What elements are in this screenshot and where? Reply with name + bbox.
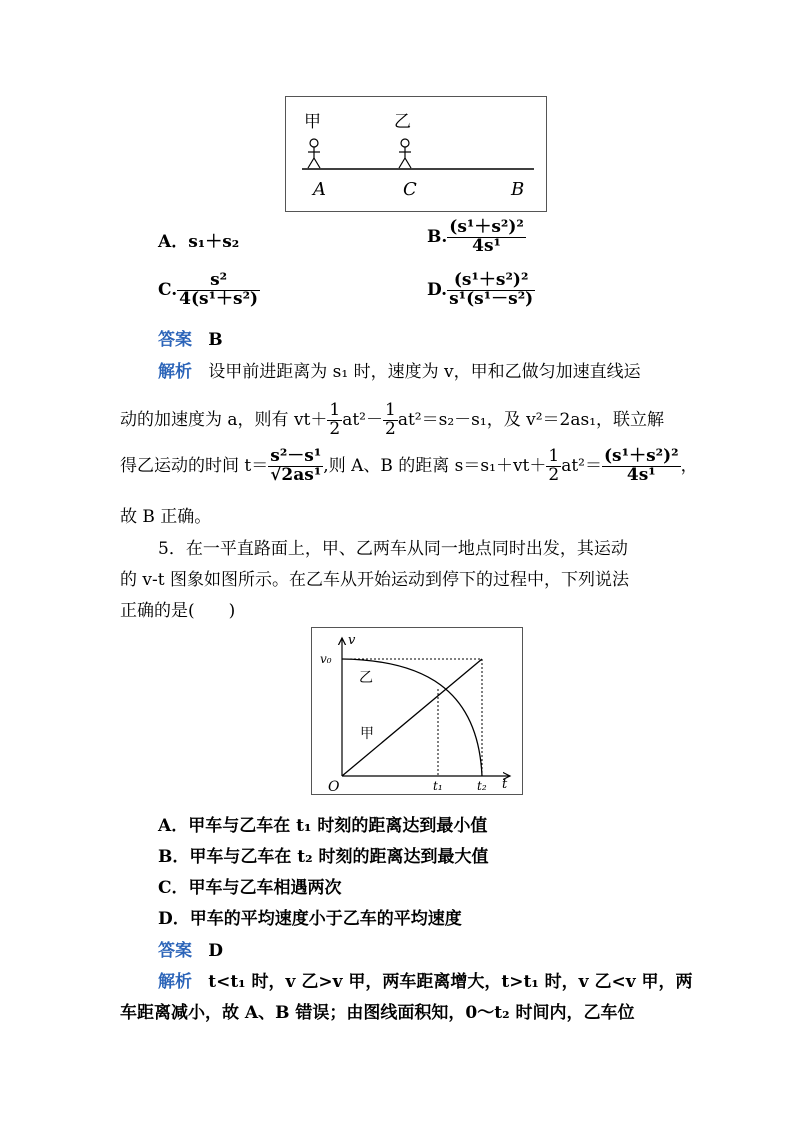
point-A-label: A — [313, 179, 326, 200]
person-yi-icon — [399, 139, 411, 168]
label-jia: 甲 — [304, 112, 321, 132]
line-jia-label: 甲 — [360, 726, 374, 742]
q5-option-d: D．甲车的平均速度小于乙车的平均速度 — [158, 909, 462, 929]
label-yi: 乙 — [394, 112, 411, 132]
q5-stem-line3: 正确的是( ) — [120, 601, 236, 621]
q4-analysis-line3: 得乙运动的时间 t＝ $\frac{\text{s²－s¹}}{\text{√2as¹}}$ ,则 A、B 的距离 s＝s₁＋vt＋ $\frac{1}{2}$ at²＝ $\frac{\text{(s¹＋s²)²}}{\text{4s¹}}$ ， — [120, 446, 698, 485]
curve-yi-label: 乙 — [359, 670, 373, 686]
q5-stem-line2: 的 v-t 图象如图所示。在乙车从开始运动到停下的过程中，下列说法 — [120, 570, 629, 590]
q5-answer: 答案 D — [158, 941, 223, 961]
q4-answer: 答案 B — [158, 330, 223, 350]
q4-option-d: D. $\frac{\text{(s¹＋s²)²}}{\text{s¹(s¹－s²)}}$ — [427, 270, 534, 309]
v-axis-label: v — [348, 633, 356, 648]
v0-label: v₀ — [320, 652, 332, 666]
point-B-label: B — [511, 179, 525, 200]
q5-analysis-line1: 解析 t<t₁ 时，v 乙>v 甲，两车距离增大，t>t₁ 时，v 乙<v 甲，两 — [158, 972, 693, 992]
figure-vt-graph — [311, 627, 523, 795]
figure-positions — [285, 96, 547, 212]
person-jia-icon — [308, 139, 320, 168]
t-axis-label: t — [502, 777, 508, 792]
q5-option-a: A．甲车与乙车在 t₁ 时刻的距离达到最小值 — [158, 816, 488, 836]
q5-stem-line1: 5．在一平直路面上，甲、乙两车从同一地点同时出发，其运动 — [158, 539, 628, 559]
t1-label: t₁ — [433, 779, 443, 793]
point-C-label: C — [403, 179, 417, 200]
q4-option-b: B. $\frac{\text{(s¹＋s²)²}}{\text{4s¹}}$ — [427, 217, 524, 256]
q4-option-a: A．s₁＋s₂ — [158, 232, 240, 252]
positions-diagram — [286, 97, 546, 211]
q4-analysis-line2: 动的加速度为 a，则有 vt＋ $\frac{1}{2}$ at²－ $\frac{1}{2}$ at²＝s₂－s₁，及 v²＝2as₁，联立解 — [120, 400, 665, 439]
vt-graph-svg — [312, 628, 522, 794]
origin-label: O — [328, 779, 340, 794]
q4-option-c: C. $\frac{\text{s²}}{\text{4(s¹＋s²)}}$ — [158, 270, 259, 309]
q5-option-b: B．甲车与乙车在 t₂ 时刻的距离达到最大值 — [158, 847, 489, 867]
q5-option-c: C．甲车与乙车相遇两次 — [158, 878, 342, 898]
q4-analysis-line1: 解析 设甲前进距离为 s₁ 时，速度为 v，甲和乙做匀加速直线运 — [158, 362, 641, 382]
t2-label: t₂ — [477, 779, 487, 793]
q5-analysis-line2: 车距离减小，故 A、B 错误；由图线面积知，0～t₂ 时间内，乙车位 — [120, 1003, 635, 1023]
q4-analysis-line4: 故 B 正确。 — [120, 507, 212, 527]
